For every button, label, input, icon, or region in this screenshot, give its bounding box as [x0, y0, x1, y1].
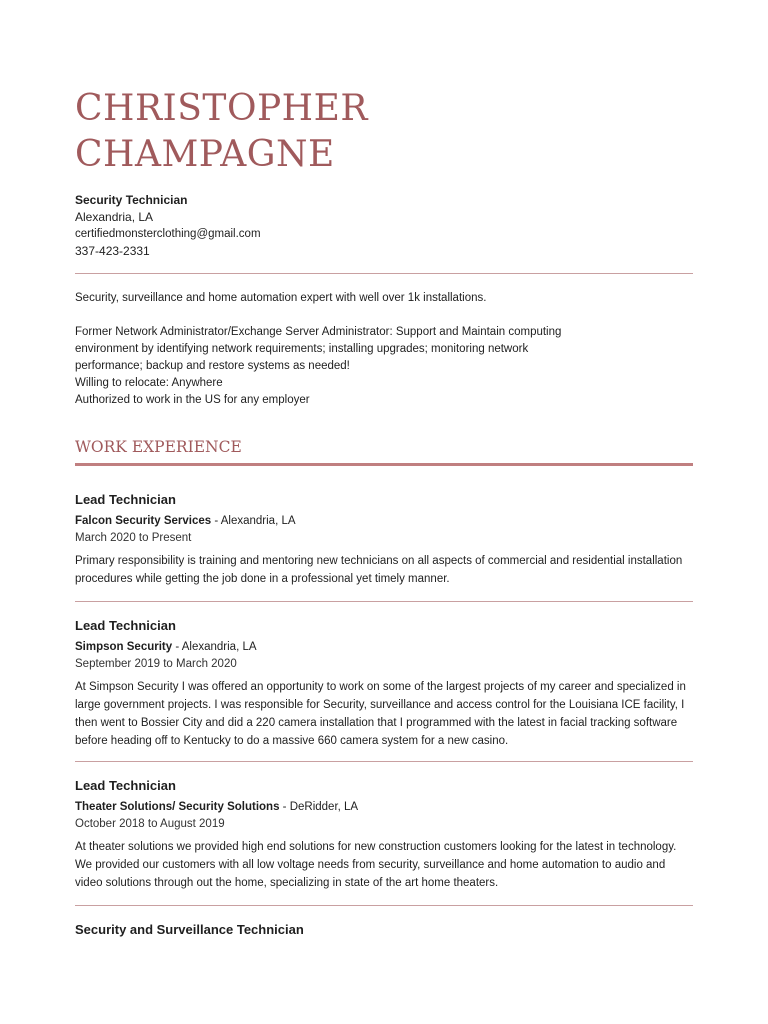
job-entry — [75, 491, 693, 588]
divider — [75, 761, 693, 762]
name-line-1: CHRISTOPHER — [75, 88, 368, 129]
phone: 337-423-2331 — [75, 244, 150, 258]
job-location: - Alexandria, LA — [172, 641, 257, 653]
job-title: Lead Technician — [75, 618, 176, 633]
job-company-line — [75, 799, 693, 816]
name-line-2: CHAMPAGNE — [75, 134, 335, 175]
divider — [75, 905, 693, 906]
location: Alexandria, LA — [75, 210, 154, 224]
summary-line: Security, surveillance and home automation expert with well over 1k installations. — [75, 292, 487, 304]
job-company-line — [75, 513, 693, 530]
divider — [75, 273, 693, 274]
job-company: Theater Solutions/ Security Solutions — [75, 801, 280, 813]
job-title: Lead Technician — [75, 492, 176, 507]
summary-line: Former Network Administrator/Exchange Server Administrator: Support and Maintain computing environment by identifying network requirements; installing upgrades; monitoring network performance; backup and restore systems as needed! Willing to relocate: Anywhere Authorized to work in the US for any employer — [75, 326, 562, 406]
job-company: Simpson Security — [75, 641, 173, 653]
job-dates: October 2018 to August 2019 — [75, 818, 225, 830]
job-entry — [75, 921, 693, 938]
email: certifiedmonsterclothing@gmail.com — [75, 228, 261, 240]
job-location: - DeRidder, LA — [279, 801, 359, 813]
job-company-line — [75, 639, 693, 656]
job-title: Lead Technician — [75, 778, 176, 793]
job-description: Primary responsibility is training and mentoring new technicians on all aspects of commercial and residential installation procedures while getting the job done in a professional yet timely manner. — [75, 555, 683, 585]
section-heading-work-experience: WORK EXPERIENCE — [75, 438, 242, 456]
job-description: At Simpson Security I was offered an opportunity to work on some of the largest projects of my career and specialized in large government projects. I was responsible for Security, surveillance and access control for the Louisiana ICE facility, I then went to Bossier City and did a 220 camera installation that I programmed with the latest in facial tracking software before heading off to Kentucky to do a massive 660 camera system for a new casino. — [75, 681, 686, 747]
contact-block — [75, 192, 261, 260]
job-description: At theater solutions we provided high end solutions for new construction customers looking for the latest in technology. We provided our customers with all low voltage needs from security, surveillance and home automation to audio and video solutions through out the home, specializing in state of the art home theaters. — [75, 841, 677, 889]
job-role: Security Technician — [75, 193, 188, 207]
job-dates: March 2020 to Present — [75, 532, 192, 544]
summary — [75, 290, 565, 409]
section-divider — [75, 463, 693, 466]
job-entry — [75, 617, 693, 750]
candidate-name — [75, 86, 368, 178]
job-dates: September 2019 to March 2020 — [75, 658, 237, 670]
divider — [75, 601, 693, 602]
job-entry — [75, 777, 693, 892]
job-title: Security and Surveillance Technician — [75, 922, 304, 937]
job-location: - Alexandria, LA — [211, 515, 296, 527]
job-company: Falcon Security Services — [75, 515, 212, 527]
